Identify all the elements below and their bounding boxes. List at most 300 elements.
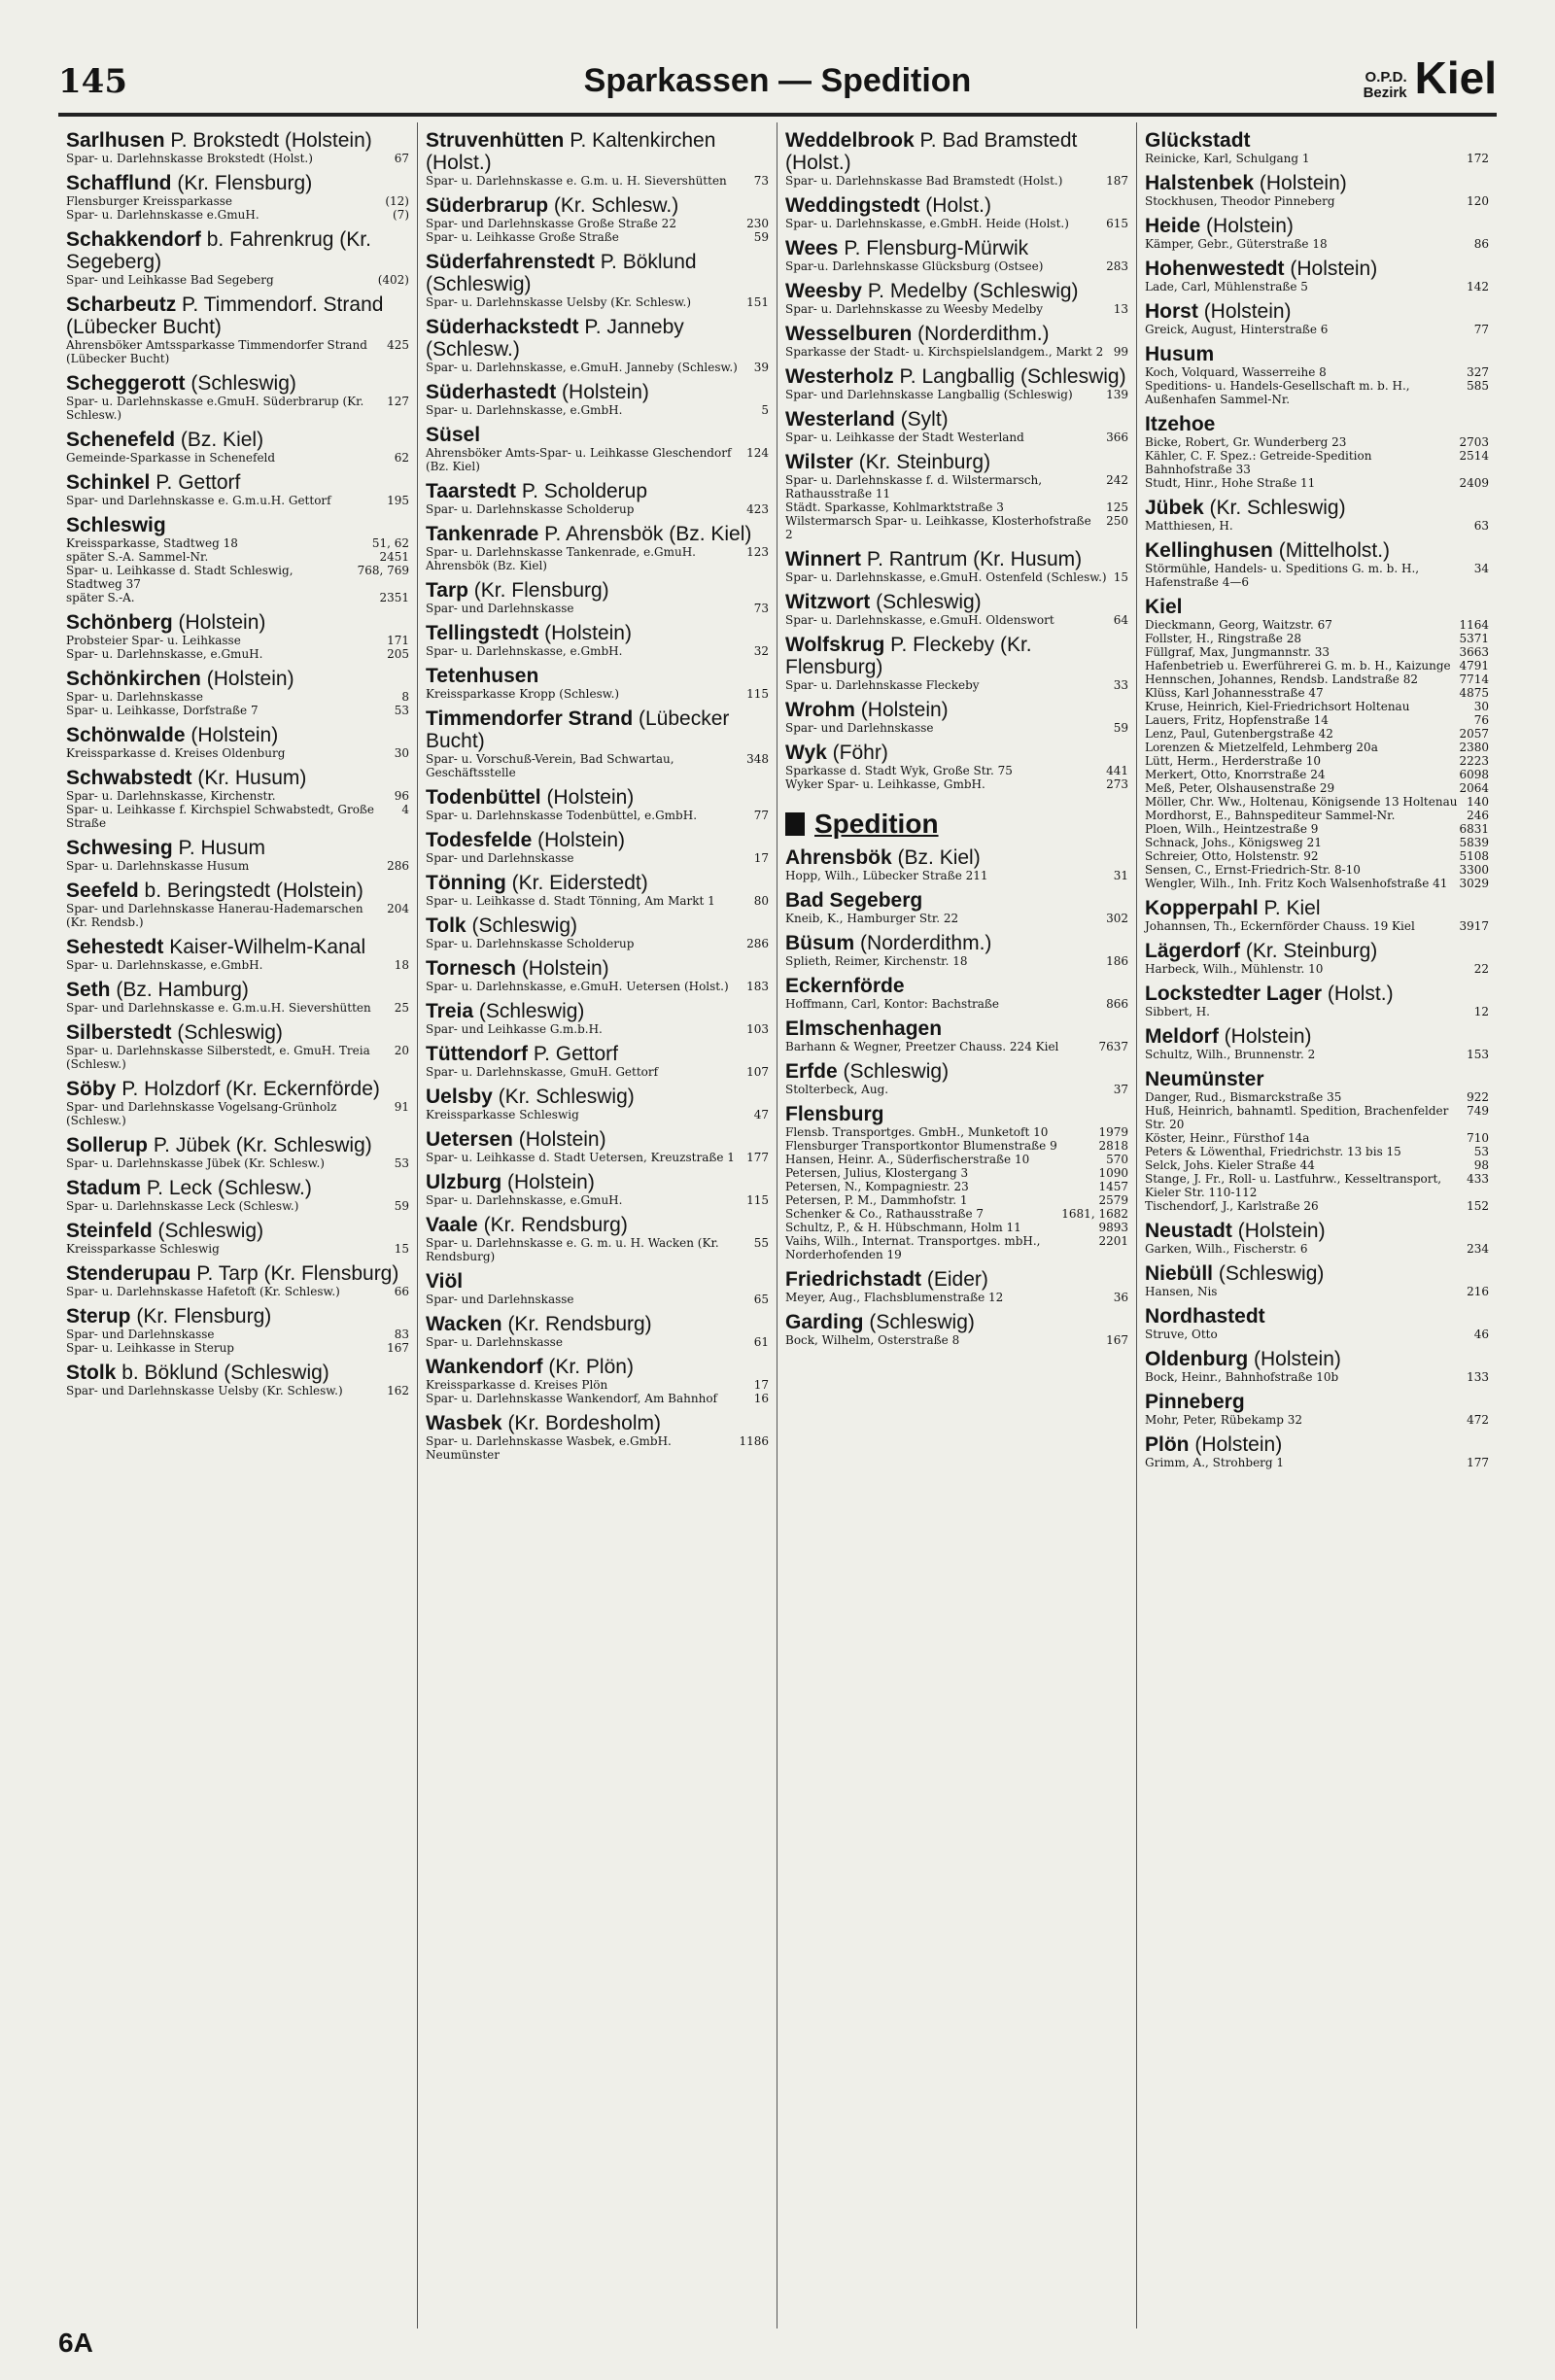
phone-number: 302 <box>1106 912 1128 925</box>
institution-text: Selck, Johs. Kieler Straße 44 <box>1145 1158 1315 1172</box>
phone-number: 167 <box>387 1341 409 1355</box>
place-heading <box>785 129 1128 174</box>
place-name: Tönning <box>426 872 506 894</box>
entry-line <box>426 1022 769 1036</box>
phone-number: 59 <box>753 230 769 244</box>
entry-line <box>66 746 409 760</box>
phone-number: 62 <box>394 451 409 465</box>
place-name: Flensburg <box>785 1103 884 1125</box>
entry-line <box>426 217 769 230</box>
place-name: Scharbeutz <box>66 293 177 316</box>
institution-text: Spar- u. Darlehnskasse Tankenrade, e.GmuH. Ahrensbök (Bz. Kiel) <box>426 545 696 572</box>
entry-line <box>1145 365 1489 379</box>
institution-text: Spar- u. Darlehnskasse <box>426 1335 563 1349</box>
directory-entry <box>785 237 1128 273</box>
place-name: Horst <box>1145 300 1198 323</box>
directory-entry <box>66 1305 409 1355</box>
place-qualifier: P. Ahrensbök (Bz. Kiel) <box>544 523 752 545</box>
institution-text: Spar- u. Darlehnskasse, e.GmbH. <box>426 403 623 417</box>
entry-line <box>426 752 769 779</box>
directory-entry <box>1145 1305 1489 1341</box>
place-name: Wasbek <box>426 1412 502 1434</box>
entry-line <box>1145 849 1489 863</box>
phone-number: 749 <box>1467 1104 1489 1118</box>
place-qualifier: Kaiser-Wilhelm-Kanal <box>169 936 366 958</box>
phone-number: 286 <box>746 937 769 950</box>
entry-line <box>1145 632 1489 645</box>
entry-line <box>785 1207 1128 1221</box>
directory-entry <box>66 228 409 287</box>
entry-line <box>426 894 769 908</box>
institution-text: Spar-u. Darlehnskasse Glücksburg (Ostsee) <box>785 259 1044 273</box>
place-heading <box>426 914 769 937</box>
directory-entry <box>426 1214 769 1263</box>
directory-entry <box>426 1043 769 1079</box>
place-heading <box>426 129 769 174</box>
institution-text: Wyker Spar- u. Leihkasse, GmbH. <box>785 777 985 791</box>
directory-entry <box>1145 343 1489 406</box>
entry-line <box>1145 795 1489 809</box>
place-heading <box>785 548 1128 570</box>
phone-number: 177 <box>1467 1456 1489 1469</box>
place-qualifier: (Schleswig) <box>471 914 577 937</box>
entry-line <box>1145 727 1489 741</box>
place-qualifier: (Holstein) <box>1194 1433 1283 1456</box>
place-name: Schenefeld <box>66 429 176 451</box>
institution-text: Spar- u. Darlehnskasse Hafetoft (Kr. Schlesw.) <box>66 1285 340 1298</box>
phone-number: 22 <box>1473 962 1489 976</box>
entry-line <box>1145 280 1489 293</box>
entry-line <box>785 302 1128 316</box>
place-qualifier: (Holstein) <box>546 786 635 809</box>
institution-text: Huß, Heinrich, bahnamtl. Spedition, Brachenfelder Str. 20 <box>1145 1104 1449 1131</box>
phone-number: 86 <box>1473 237 1489 251</box>
place-qualifier: (Holstein) <box>507 1171 595 1193</box>
phone-number: 2380 <box>1459 741 1489 754</box>
entry-line <box>426 1151 769 1164</box>
institution-text: Dieckmann, Georg, Waitzstr. 67 <box>1145 618 1332 632</box>
institution-text: Spar- und Darlehnskasse Hanerau-Hademarschen (Kr. Rendsb.) <box>66 902 363 929</box>
directory-entry <box>66 1078 409 1127</box>
phone-number: 187 <box>1106 174 1128 188</box>
place-heading <box>1145 1025 1489 1048</box>
phone-number: 423 <box>746 502 769 516</box>
entry-line <box>66 1100 409 1127</box>
phone-number: 2514 <box>1459 449 1489 463</box>
phone-number: 120 <box>1467 194 1489 208</box>
entry-line <box>426 295 769 309</box>
place-qualifier: (Schleswig) <box>876 591 982 613</box>
phone-number: 5839 <box>1459 836 1489 849</box>
place-name: Uetersen <box>426 1128 513 1151</box>
phone-number: 1186 <box>739 1434 769 1448</box>
directory-entry <box>785 634 1128 692</box>
place-name: Süderhackstedt <box>426 316 579 338</box>
entry-line <box>426 809 769 822</box>
institution-text: Spar- und Leihkasse Bad Segeberg <box>66 273 274 287</box>
place-qualifier: (Kr. Eiderstedt) <box>511 872 648 894</box>
entry-line <box>785 1193 1128 1207</box>
place-name: Ulzburg <box>426 1171 502 1193</box>
directory-entry <box>785 932 1128 968</box>
institution-text: Spar- und Darlehnskasse <box>426 1293 574 1306</box>
institution-text: Bock, Heinr., Bahnhofstraße 10b <box>1145 1370 1339 1384</box>
entry-line <box>426 403 769 417</box>
place-name: Schakkendorf <box>66 228 201 251</box>
bezirk-label: Bezirk <box>1363 85 1407 101</box>
institution-text: Koch, Volquard, Wasserreihe 8 <box>1145 365 1327 379</box>
institution-text: Sensen, C., Ernst-Friedrich-Str. 8-10 <box>1145 863 1361 877</box>
place-name: Witzwort <box>785 591 871 613</box>
institution-text: Stange, J. Fr., Roll- u. Lastfuhrw., Kesseltransport, Kieler Str. 110-112 <box>1145 1172 1442 1199</box>
phone-number: 37 <box>1113 1083 1128 1096</box>
place-qualifier: (Mittelholst.) <box>1278 539 1391 562</box>
place-heading <box>785 451 1128 473</box>
place-name: Sehestedt <box>66 936 164 958</box>
institution-text: Ploen, Wilh., Heintzestraße 9 <box>1145 822 1319 836</box>
phone-number: 103 <box>746 1022 769 1036</box>
institution-text: Lorenzen & Mietzelfeld, Lehmberg 20a <box>1145 741 1378 754</box>
entry-line <box>1145 1328 1489 1341</box>
institution-text: Spar- u. Darlehnskasse Todenbüttel, e.GmbH. <box>426 809 698 822</box>
entry-line <box>66 1384 409 1397</box>
institution-text: Spar- und Darlehnskasse Vogelsang-Grünholz (Schlesw.) <box>66 1100 337 1127</box>
entry-line <box>66 634 409 647</box>
place-heading <box>426 1086 769 1108</box>
phone-number: 3663 <box>1459 645 1489 659</box>
institution-text: Kreissparkasse Schleswig <box>66 1242 220 1256</box>
place-qualifier: (Holstein) <box>1259 172 1347 194</box>
phone-number: 46 <box>1473 1328 1489 1341</box>
entry-line <box>1145 435 1489 449</box>
phone-number: 39 <box>753 361 769 374</box>
entry-line <box>1145 754 1489 768</box>
place-qualifier: (Schleswig) <box>869 1311 975 1333</box>
entry-line <box>785 1333 1128 1347</box>
directory-entry <box>66 514 409 604</box>
place-heading <box>1145 983 1489 1005</box>
institution-text: Hansen, Nis <box>1145 1285 1218 1298</box>
place-qualifier: (Holstein) <box>562 381 649 403</box>
entry-line <box>1145 1172 1489 1199</box>
place-name: Neustadt <box>1145 1220 1232 1242</box>
phone-number: 5371 <box>1459 632 1489 645</box>
phone-number: (12) <box>385 194 409 208</box>
directory-entry <box>66 611 409 661</box>
directory-entry <box>426 707 769 779</box>
phone-number: 83 <box>394 1328 409 1341</box>
institution-text: Spar- und Darlehnskasse <box>426 851 574 865</box>
phone-number: 2409 <box>1459 476 1489 490</box>
place-heading <box>426 251 769 295</box>
place-heading <box>426 957 769 980</box>
place-heading <box>426 381 769 403</box>
page-title: Sparkassen — Spedition <box>583 62 972 99</box>
entry-line <box>66 1242 409 1256</box>
directory-entry <box>1145 129 1489 165</box>
directory-entry <box>1145 940 1489 976</box>
directory-entry <box>1145 258 1489 293</box>
institution-text: Spar- u. Darlehnskasse e.GmuH. Süderbrarup (Kr. Schlesw.) <box>66 395 364 422</box>
place-heading <box>1145 215 1489 237</box>
place-name: Meldorf <box>1145 1025 1219 1048</box>
phone-number: 1164 <box>1459 618 1489 632</box>
place-name: Todesfelde <box>426 829 533 851</box>
institution-text: Spar- u. Darlehnskasse, e.GmuH. <box>66 647 263 661</box>
place-heading <box>785 408 1128 431</box>
institution-text: Spar- u. Darlehnskasse e.GmuH. <box>66 208 259 222</box>
phone-number: 216 <box>1467 1285 1489 1298</box>
place-name: Uelsby <box>426 1086 493 1108</box>
institution-text: Spar- u. Darlehnskasse, e.GmuH. Uetersen (Holst.) <box>426 980 729 993</box>
place-qualifier: (Holstein) <box>544 622 632 644</box>
place-name: Halstenbek <box>1145 172 1255 194</box>
institution-text: Spar- u. Darlehnskasse Silberstedt, e. GmuH. Treia (Schlesw.) <box>66 1044 370 1071</box>
place-name: Stadum <box>66 1177 142 1199</box>
entry-line <box>426 937 769 950</box>
place-heading <box>426 1043 769 1065</box>
entry-line <box>1145 618 1489 632</box>
entry-line <box>785 174 1128 188</box>
place-heading <box>1145 539 1489 562</box>
directory-entry <box>785 280 1128 316</box>
place-name: Schinkel <box>66 471 151 494</box>
institution-text: Spar- u. Leihkasse d. Stadt Uetersen, Kreuzstraße 1 <box>426 1151 735 1164</box>
entry-line <box>426 361 769 374</box>
directory-entry <box>66 936 409 972</box>
institution-text: Flensburger Kreissparkasse <box>66 194 233 208</box>
entry-line <box>785 954 1128 968</box>
place-heading <box>66 1262 409 1285</box>
place-heading <box>66 724 409 746</box>
institution-text: Harbeck, Wilh., Mühlenstr. 10 <box>1145 962 1324 976</box>
institution-text: Sparkasse d. Stadt Wyk, Große Str. 75 <box>785 764 1013 777</box>
institution-text: Kreissparkasse, Stadtweg 18 <box>66 536 238 550</box>
institution-text: Kruse, Heinrich, Kiel-Friedrichsort Holtenau <box>1145 700 1410 713</box>
institution-text: Petersen, Julius, Klostergang 3 <box>785 1166 969 1180</box>
phone-number: 17 <box>753 1378 769 1392</box>
directory-entry <box>1145 1262 1489 1298</box>
place-name: Vaale <box>426 1214 478 1236</box>
institution-text: Sibbert, H. <box>1145 1005 1210 1018</box>
place-qualifier: P. Rantrum (Kr. Husum) <box>866 548 1083 570</box>
place-name: Sterup <box>66 1305 131 1328</box>
place-heading <box>1145 1433 1489 1456</box>
entry-line <box>1145 449 1489 476</box>
place-name: Nordhastedt <box>1145 1305 1265 1328</box>
phone-number: 472 <box>1467 1413 1489 1427</box>
entry-line <box>785 259 1128 273</box>
institution-text: Tischendorf, J., Karlstraße 26 <box>1145 1199 1319 1213</box>
place-name: Tellingstedt <box>426 622 539 644</box>
entry-line <box>1145 768 1489 781</box>
phone-number: 33 <box>1113 678 1128 692</box>
place-heading <box>66 471 409 494</box>
institution-text: Speditions- u. Handels-Gesellschaft m. b. H., Außenhafen Sammel-Nr. <box>1145 379 1410 406</box>
entry-line <box>1145 476 1489 490</box>
entry-line <box>426 230 769 244</box>
place-heading <box>785 634 1128 678</box>
directory-entry <box>66 668 409 717</box>
institution-text: Spar- u. Darlehnskasse Bad Bramstedt (Holst.) <box>785 174 1063 188</box>
institution-text: Follster, H., Ringstraße 28 <box>1145 632 1301 645</box>
entry-line <box>66 1328 409 1341</box>
entry-line <box>66 451 409 465</box>
place-qualifier: (Kr. Flensburg) <box>136 1305 272 1328</box>
phone-number: 73 <box>753 174 769 188</box>
entry-line <box>785 997 1128 1011</box>
place-qualifier: (Holstein) <box>1206 215 1294 237</box>
place-heading <box>1145 1391 1489 1413</box>
phone-number: 67 <box>394 152 409 165</box>
entry-line <box>1145 659 1489 673</box>
directory-entry <box>426 316 769 374</box>
entry-line <box>426 602 769 615</box>
institution-text: Mohr, Peter, Rübekamp 32 <box>1145 1413 1303 1427</box>
directory-entry <box>426 424 769 473</box>
institution-text: Klüss, Karl Johannesstraße 47 <box>1145 686 1324 700</box>
phone-number: (402) <box>377 273 409 287</box>
place-heading <box>426 1000 769 1022</box>
place-heading <box>66 1305 409 1328</box>
institution-text: Meß, Peter, Olshausenstraße 29 <box>1145 781 1335 795</box>
phone-number: 65 <box>753 1293 769 1306</box>
directory-entry <box>1145 497 1489 533</box>
place-qualifier: (Kr. Flensburg) <box>473 579 609 602</box>
place-qualifier: (Schleswig) <box>843 1060 950 1083</box>
directory-entry <box>66 1134 409 1170</box>
phone-number: 140 <box>1467 795 1489 809</box>
institution-text: Spar- u. Darlehnskasse, e.GmuH. <box>426 1193 623 1207</box>
directory-entry <box>426 786 769 822</box>
directory-entry <box>426 129 769 188</box>
directory-entry <box>1145 413 1489 490</box>
phone-number: 47 <box>753 1108 769 1121</box>
entry-line <box>426 1236 769 1263</box>
phone-number: 348 <box>746 752 769 766</box>
place-qualifier: P. Bad Bramstedt (Holst.) <box>785 129 1078 174</box>
phone-number: 283 <box>1106 259 1128 273</box>
place-qualifier: P. Langballig (Schleswig) <box>899 365 1126 388</box>
entry-line <box>1145 1005 1489 1018</box>
phone-number: 2703 <box>1459 435 1489 449</box>
place-name: Garding <box>785 1311 864 1333</box>
institution-text: später S.-A. <box>66 591 135 604</box>
institution-text: Kreissparkasse Schleswig <box>426 1108 579 1121</box>
phone-number: 171 <box>387 634 409 647</box>
place-qualifier: P. Kaltenkirchen (Holst.) <box>426 129 716 174</box>
institution-text: Kreissparkasse Kropp (Schlesw.) <box>426 687 620 701</box>
phone-number: 186 <box>1106 954 1128 968</box>
place-name: Tüttendorf <box>426 1043 528 1065</box>
place-name: Wrohm <box>785 699 855 721</box>
place-name: Erfde <box>785 1060 838 1083</box>
directory-entry <box>1145 1433 1489 1469</box>
institution-text: Flensburger Transportkontor Blumenstraße 9 <box>785 1139 1057 1153</box>
entry-line <box>426 980 769 993</box>
place-name: Wacken <box>426 1313 502 1335</box>
place-heading <box>426 424 769 446</box>
directory-entry <box>426 1270 769 1306</box>
place-name: Sollerup <box>66 1134 149 1156</box>
place-heading <box>426 1313 769 1335</box>
institution-text: Bock, Wilhelm, Osterstraße 8 <box>785 1333 960 1347</box>
place-qualifier: (Kr. Rendsburg) <box>483 1214 628 1236</box>
entry-line <box>1145 673 1489 686</box>
phone-number: 204 <box>387 902 409 915</box>
institution-text: Möller, Chr. Ww., Holtenau, Königsende 13 Holtenau <box>1145 795 1458 809</box>
section-square-icon <box>785 812 805 836</box>
place-qualifier: (Holstein) <box>518 1128 606 1151</box>
place-name: Schwesing <box>66 837 173 859</box>
institution-text: Sparkasse der Stadt- u. Kirchspielslandgem., Markt 2 <box>785 345 1104 359</box>
entry-line <box>1145 713 1489 727</box>
phone-number: 195 <box>387 494 409 507</box>
entry-line <box>426 174 769 188</box>
place-name: Schwabstedt <box>66 767 192 789</box>
entry-line <box>1145 863 1489 877</box>
entry-line <box>1145 741 1489 754</box>
directory-entry <box>1145 983 1489 1018</box>
institution-text: Kähler, C. F. Spez.: Getreide-Spedition Bahnhofstraße 33 <box>1145 449 1372 476</box>
phone-number: 124 <box>746 446 769 460</box>
institution-text: später S.-A. Sammel-Nr. <box>66 550 209 564</box>
place-heading <box>66 172 409 194</box>
place-name: Niebüll <box>1145 1262 1214 1285</box>
place-heading <box>785 591 1128 613</box>
institution-text: Spar- und Darlehnskasse <box>66 1328 215 1341</box>
place-name: Jübek <box>1145 497 1204 519</box>
phone-number: 125 <box>1106 500 1128 514</box>
place-heading <box>1145 1068 1489 1090</box>
directory-entry <box>785 129 1128 188</box>
phone-number: (7) <box>393 208 409 222</box>
directory-entry <box>426 579 769 615</box>
place-heading <box>66 767 409 789</box>
entry-line <box>785 1234 1128 1261</box>
directory-entry <box>66 293 409 365</box>
place-qualifier: b. Fahrenkrug (Kr. Segeberg) <box>66 228 371 273</box>
phone-number: 167 <box>1106 1333 1128 1347</box>
directory-entry <box>785 742 1128 791</box>
place-name: Wolfskrug <box>785 634 885 656</box>
place-name: Todenbüttel <box>426 786 541 809</box>
phone-number: 425 <box>387 338 409 352</box>
entry-line <box>66 194 409 208</box>
place-qualifier: (Kr. Rendsburg) <box>507 1313 652 1335</box>
place-heading <box>785 365 1128 388</box>
place-heading <box>785 889 1128 912</box>
institution-text: Spar- u. Darlehnskasse Husum <box>66 859 250 873</box>
institution-text: Spar- u. Darlehnskasse Jübek (Kr. Schlesw.) <box>66 1156 325 1170</box>
entry-line <box>785 1139 1128 1153</box>
place-heading <box>1145 413 1489 435</box>
phone-number: 107 <box>746 1065 769 1079</box>
institution-text: Kneib, K., Hamburger Str. 22 <box>785 912 959 925</box>
place-heading <box>1145 1305 1489 1328</box>
phone-number: 2057 <box>1459 727 1489 741</box>
place-name: Schleswig <box>66 514 166 536</box>
place-name: Tankenrade <box>426 523 539 545</box>
directory-entry <box>66 837 409 873</box>
institution-text: Schenker & Co., Rathausstraße 7 <box>785 1207 985 1221</box>
place-qualifier: (Holst.) <box>925 194 991 217</box>
entry-line <box>785 514 1128 541</box>
phone-number: 3300 <box>1459 863 1489 877</box>
place-name: Schafflund <box>66 172 172 194</box>
column-2 <box>418 122 778 2328</box>
place-qualifier: (Holstein) <box>537 829 625 851</box>
